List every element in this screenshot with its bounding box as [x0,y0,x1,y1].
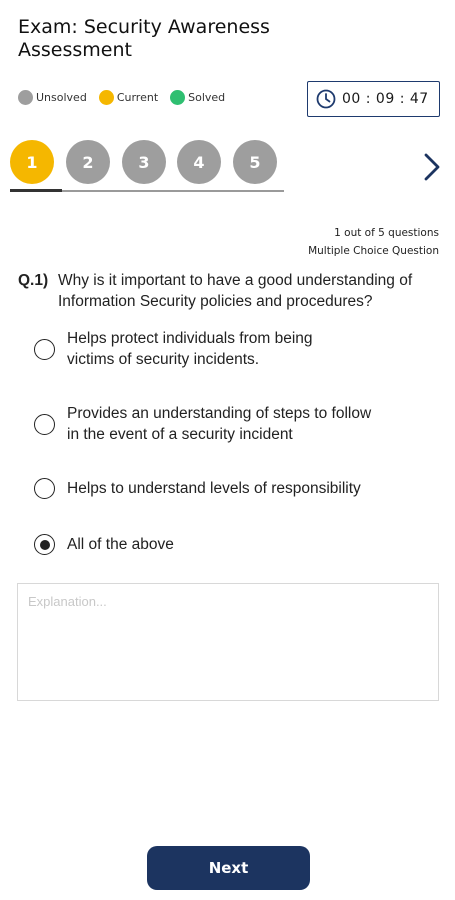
timer-value: 00 : 09 : 47 [342,91,429,107]
answer-option-label: Helps protect individuals from being victims of security incidents. [67,330,313,368]
radio-button-selected[interactable] [34,534,55,555]
radio-button[interactable] [34,339,55,360]
legend-solved-label: Solved [188,91,226,104]
radio-button[interactable] [34,478,55,499]
step-2[interactable]: 2 [66,140,110,184]
step-4[interactable]: 4 [177,140,221,184]
answer-option-4[interactable] [34,534,434,555]
legend-current-label: Current [116,91,159,104]
explanation-input[interactable] [18,584,438,700]
answer-option-1[interactable] [34,328,334,370]
legend-solved [170,90,225,105]
stepper-active-indicator [10,189,62,192]
solved-dot-icon [170,90,185,105]
status-legend [18,90,237,105]
question-progress: 1 out of 5 questions [334,227,439,239]
question-text: Why is it important to have a good understanding of Information Security policies and procedures? [58,272,413,310]
current-dot-icon [99,90,114,105]
question [18,270,446,312]
chevron-right-icon[interactable] [420,150,444,184]
radio-button[interactable] [34,414,55,435]
step-3[interactable]: 3 [122,140,166,184]
exam-timer [307,81,440,117]
answer-option-label: Provides an understanding of steps to follow in the event of a security incident [67,405,372,443]
step-5[interactable]: 5 [233,140,277,184]
question-type: Multiple Choice Question [308,245,439,257]
legend-current [99,90,158,105]
clock-icon [316,89,336,109]
exam-title: Exam: Security Awareness Assessment [18,16,270,61]
step-1[interactable]: 1 [10,140,54,184]
answer-option-label: All of the above [67,536,174,553]
answer-option-2[interactable] [34,403,374,445]
question-number: Q.1) [18,272,49,289]
explanation-box [17,583,439,701]
radio-selected-dot [40,540,50,550]
answer-option-label: Helps to understand levels of responsibility [67,480,361,497]
legend-unsolved-label: Unsolved [36,91,87,104]
legend-unsolved [18,90,87,105]
unsolved-dot-icon [18,90,33,105]
question-stepper [10,140,284,192]
question-meta [308,224,439,260]
next-button[interactable]: Next [147,846,310,890]
answer-option-3[interactable] [34,478,434,499]
